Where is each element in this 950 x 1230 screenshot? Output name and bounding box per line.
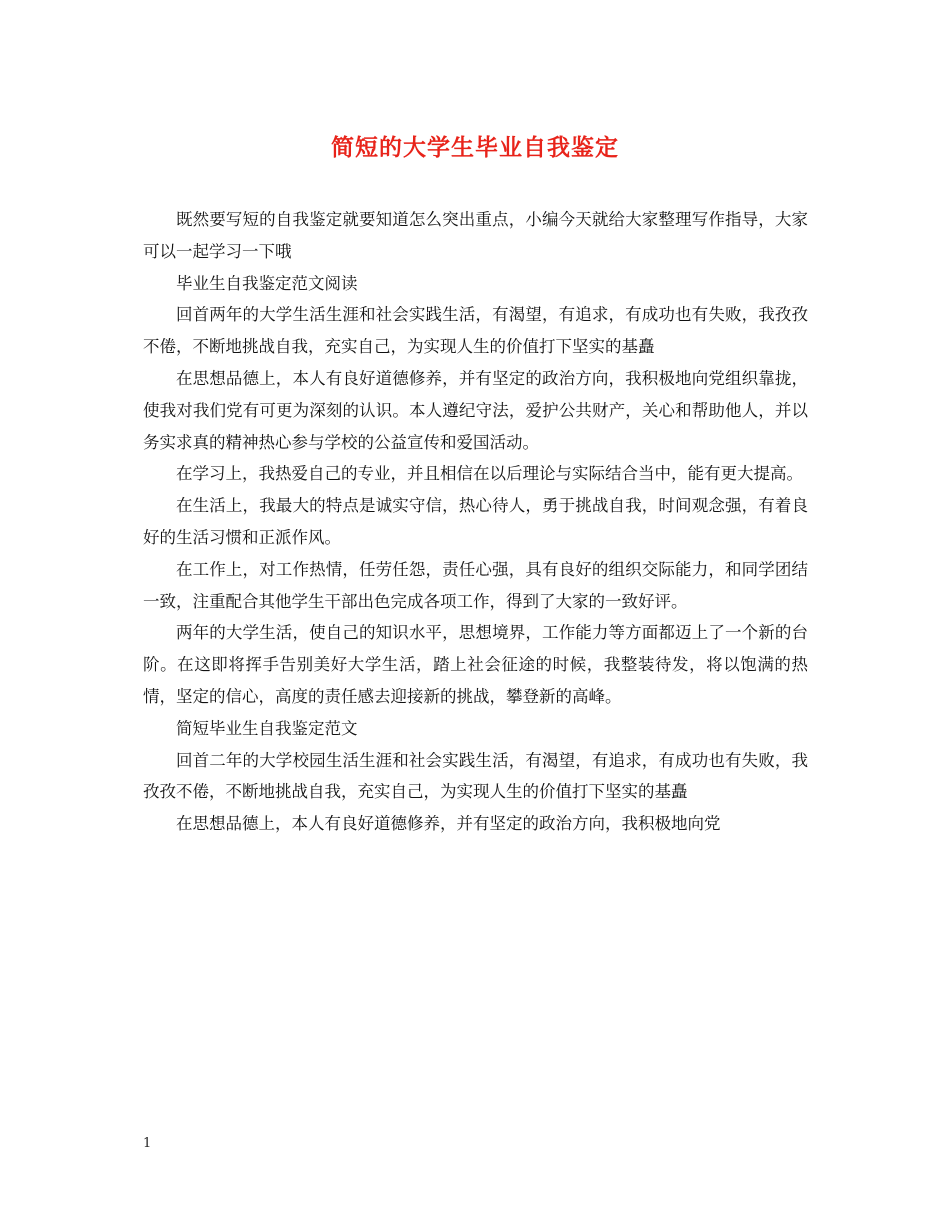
paragraph: 回首二年的大学校园生活生涯和社会实践生活，有渴望，有追求，有成功也有失败，我孜孜不倦，不断地挑战自我，充实自己，为实现人生的价值打下坚实的基矗 <box>143 750 808 802</box>
paragraph: 在思想品德上，本人有良好道德修养，并有坚定的政治方向，我积极地向党组织靠拢，使我对我们党有可更为深刻的认识。本人遵纪守法，爱护公共财产，关心和帮助他人，并以务实求真的精神热心参与学校的公益宣传和爱国活动。 <box>143 368 808 452</box>
paragraph: 两年的大学生活，使自己的知识水平，思想境界，工作能力等方面都迈上了一个新的台阶。在这即将挥手告别美好大学生活，踏上社会征途的时候，我整装待发，将以饱满的热情，坚定的信心，高度的责任感去迎接新的挑战，攀登新的高峰。 <box>143 623 808 706</box>
section-heading-sample: 简短毕业生自我鉴定范文 <box>176 718 358 738</box>
paragraph: 在生活上，我最大的特点是诚实守信，热心待人，勇于挑战自我，时间观念强，有着良好的生活习惯和正派作风。 <box>143 496 808 547</box>
document-body <box>143 204 808 840</box>
paragraph: 回首两年的大学生活生涯和社会实践生活，有渴望，有追求，有成功也有失败，我孜孜不倦，不断地挑战自我，充实自己，为实现人生的价值打下坚实的基矗 <box>143 305 808 357</box>
section-heading-reading: 毕业生自我鉴定范文阅读 <box>176 273 358 293</box>
page-number: 1 <box>143 1136 152 1151</box>
document-title: 简短的大学生毕业自我鉴定 <box>331 134 619 161</box>
paragraph: 在学习上，我热爱自己的专业，并且相信在以后理论与实际结合当中，能有更大提高。 <box>176 464 803 484</box>
paragraph: 在思想品德上，本人有良好道德修养，并有坚定的政治方向，我积极地向党 <box>176 814 721 834</box>
paragraph-intro: 既然要写短的自我鉴定就要知道怎么突出重点，小编今天就给大家整理写作指导，大家可以一起学习一下哦 <box>143 210 808 261</box>
paragraph: 在工作上，对工作热情，任劳任怨，责任心强，具有良好的组织交际能力，和同学团结一致，注重配合其他学生干部出色完成各项工作，得到了大家的一致好评。 <box>143 559 808 611</box>
